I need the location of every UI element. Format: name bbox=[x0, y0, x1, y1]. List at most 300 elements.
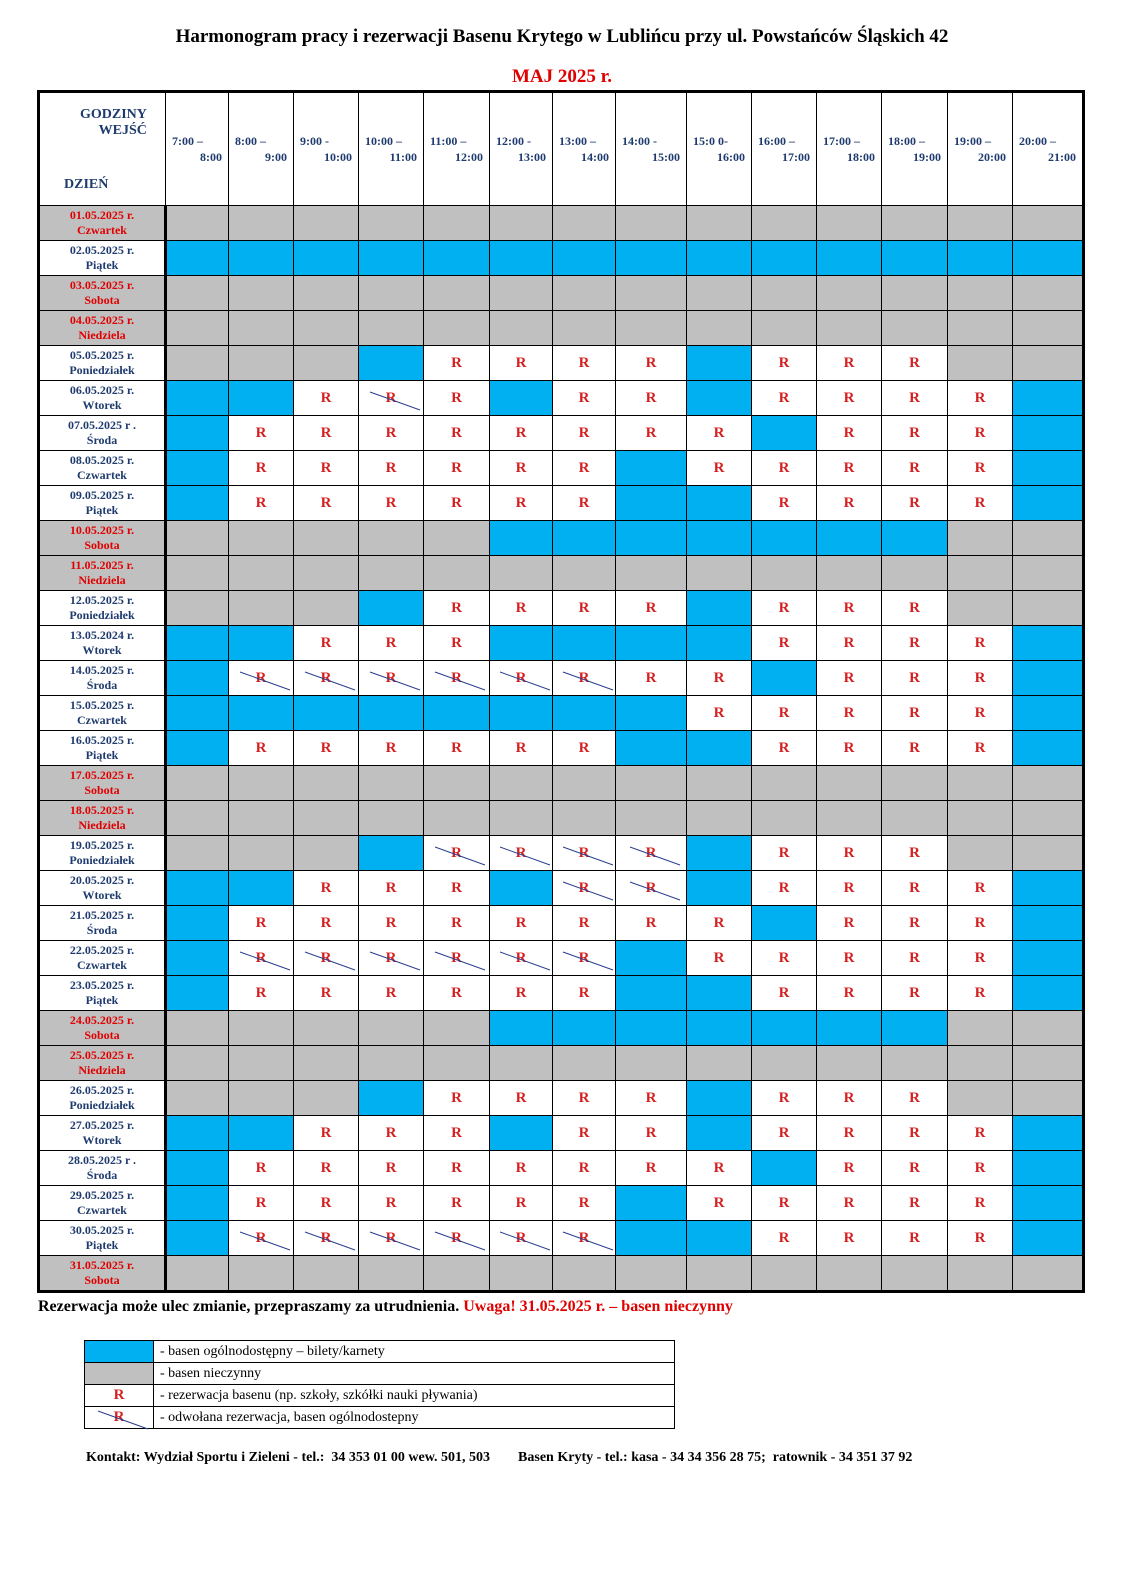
reservation-slot bbox=[553, 1116, 616, 1151]
day-cell bbox=[39, 1046, 166, 1081]
closed-slot bbox=[687, 206, 752, 241]
day-cell bbox=[39, 381, 166, 416]
closed-slot bbox=[1013, 276, 1084, 311]
strike-line bbox=[301, 948, 357, 972]
day-name: Niedziela bbox=[78, 573, 126, 587]
open-slot bbox=[166, 731, 229, 766]
hour-start: 14:00 - bbox=[622, 134, 657, 148]
day-cell bbox=[39, 276, 166, 311]
closed-slot bbox=[948, 1011, 1013, 1046]
reservation-slot bbox=[424, 1186, 490, 1221]
closed-slot bbox=[817, 276, 882, 311]
reservation-mark: R bbox=[645, 389, 657, 406]
legend-text: - basen nieczynny bbox=[154, 1363, 675, 1385]
day-row bbox=[39, 801, 1084, 836]
day-cell bbox=[39, 346, 166, 381]
open-slot bbox=[229, 871, 294, 906]
reservation-mark: R bbox=[113, 1387, 125, 1403]
day-name: Niedziela bbox=[78, 328, 126, 342]
reservation-mark: R bbox=[451, 1194, 462, 1211]
reservation-slot bbox=[948, 696, 1013, 731]
closed-slot bbox=[616, 801, 687, 836]
closed-slot bbox=[948, 591, 1013, 626]
open-slot bbox=[1013, 1221, 1084, 1256]
day-date: 06.05.2025 r. bbox=[69, 383, 135, 397]
reservation-mark: R bbox=[255, 739, 267, 756]
open-slot bbox=[490, 521, 553, 556]
closed-slot bbox=[882, 556, 948, 591]
reservation-slot bbox=[817, 906, 882, 941]
reservation-mark: R bbox=[843, 704, 855, 721]
open-slot bbox=[616, 486, 687, 521]
reservation-slot bbox=[752, 451, 817, 486]
reservation-mark: R bbox=[843, 844, 855, 861]
reservation-slot bbox=[294, 451, 359, 486]
open-slot bbox=[1013, 486, 1084, 521]
closed-slot bbox=[948, 836, 1013, 871]
closed-slot bbox=[294, 1256, 359, 1292]
closed-slot bbox=[1013, 801, 1084, 836]
open-slot bbox=[752, 906, 817, 941]
reservation-slot bbox=[882, 381, 948, 416]
closed-slot bbox=[294, 521, 359, 556]
closed-slot bbox=[359, 1011, 424, 1046]
reservation-mark: R bbox=[320, 984, 332, 1001]
open-slot bbox=[229, 696, 294, 731]
hour-end: 8:00 bbox=[200, 150, 222, 164]
closed-slot bbox=[490, 1256, 553, 1292]
cancelled-reservation-mark: R bbox=[321, 950, 332, 967]
reservation-mark: R bbox=[974, 739, 986, 756]
day-row bbox=[39, 1116, 1084, 1151]
reservation-slot bbox=[882, 416, 948, 451]
open-slot bbox=[687, 591, 752, 626]
reservation-mark: R bbox=[385, 914, 397, 931]
reservation-slot bbox=[229, 416, 294, 451]
open-slot bbox=[882, 521, 948, 556]
open-slot bbox=[166, 486, 229, 521]
reservation-mark: R bbox=[974, 634, 986, 651]
reservation-slot bbox=[752, 1081, 817, 1116]
cancelled-reservation-slot bbox=[359, 381, 424, 416]
hour-start: 10:00 – bbox=[365, 134, 402, 148]
closed-slot bbox=[490, 766, 553, 801]
day-cell bbox=[39, 1186, 166, 1221]
strike-line bbox=[431, 668, 487, 692]
reservation-mark: R bbox=[451, 459, 462, 476]
reservation-slot bbox=[752, 731, 817, 766]
hour-header bbox=[229, 92, 294, 206]
hour-end: 21:00 bbox=[1048, 150, 1076, 164]
open-slot bbox=[616, 1186, 687, 1221]
day-cell bbox=[39, 836, 166, 871]
reservation-mark: R bbox=[320, 494, 332, 511]
reservation-mark: R bbox=[578, 1124, 590, 1141]
month-title: MAJ 2025 r. bbox=[511, 66, 613, 87]
day-date: 14.05.2025 r. bbox=[69, 663, 135, 677]
reservation-slot bbox=[616, 346, 687, 381]
reservation-mark: R bbox=[778, 1089, 790, 1106]
reservation-mark: R bbox=[451, 984, 462, 1001]
day-cell bbox=[39, 486, 166, 521]
reservation-mark: R bbox=[909, 844, 920, 861]
closed-slot bbox=[229, 311, 294, 346]
day-name: Środa bbox=[86, 1168, 118, 1182]
reservation-mark: R bbox=[385, 459, 397, 476]
reservation-slot bbox=[948, 1151, 1013, 1186]
reservation-slot bbox=[424, 591, 490, 626]
legend-text: - rezerwacja basenu (np. szkoły, szkółki nauki pływania) bbox=[154, 1385, 675, 1407]
closed-slot bbox=[553, 801, 616, 836]
closed-slot bbox=[817, 801, 882, 836]
open-slot bbox=[616, 1011, 687, 1046]
contact-info: Kontakt: Wydział Sportu i Zieleni - tel.: 34 353 01 00 wew. 501, 503 Basen Kryty - tel.: kasa - 34 34 356 28 75; ratownik - 34 351 37 92 bbox=[86, 1450, 913, 1465]
open-slot bbox=[1013, 451, 1084, 486]
day-name: Poniedziałek bbox=[69, 1098, 135, 1112]
reservation-mark: R bbox=[713, 459, 725, 476]
day-date: 21.05.2025 r. bbox=[69, 908, 135, 922]
open-slot bbox=[166, 1116, 229, 1151]
reservation-mark: R bbox=[515, 494, 527, 511]
reservation-mark: R bbox=[385, 634, 397, 651]
day-name: Czwartek bbox=[77, 713, 127, 727]
reservation-mark: R bbox=[713, 1194, 725, 1211]
reservation-mark: R bbox=[843, 739, 855, 756]
reservation-slot bbox=[490, 976, 553, 1011]
legend-swatch bbox=[85, 1341, 154, 1363]
reservation-slot bbox=[553, 1081, 616, 1116]
reservation-mark: R bbox=[909, 354, 920, 371]
legend-swatch bbox=[85, 1363, 154, 1385]
reservation-slot bbox=[817, 731, 882, 766]
reservation-slot bbox=[553, 1151, 616, 1186]
day-row bbox=[39, 346, 1084, 381]
closed-slot bbox=[359, 1256, 424, 1292]
reservation-slot bbox=[229, 451, 294, 486]
reservation-mark: R bbox=[515, 984, 527, 1001]
reservation-slot bbox=[817, 1221, 882, 1256]
reservation-mark: R bbox=[974, 704, 986, 721]
cancelled-reservation-slot bbox=[553, 836, 616, 871]
cancelled-reservation-slot bbox=[294, 1221, 359, 1256]
reservation-slot bbox=[882, 1221, 948, 1256]
day-row bbox=[39, 276, 1084, 311]
day-name: Czwartek bbox=[77, 1203, 127, 1217]
open-slot bbox=[359, 591, 424, 626]
hour-header bbox=[359, 92, 424, 206]
open-slot bbox=[490, 1011, 553, 1046]
schedule-note bbox=[38, 1298, 733, 1316]
day-cell bbox=[39, 451, 166, 486]
day-row bbox=[39, 381, 1084, 416]
day-name: Czwartek bbox=[77, 468, 127, 482]
open-slot bbox=[229, 1116, 294, 1151]
hour-header bbox=[882, 92, 948, 206]
reservation-slot bbox=[817, 871, 882, 906]
closed-slot bbox=[687, 276, 752, 311]
cancelled-reservation-mark: R bbox=[256, 950, 267, 967]
closed-slot bbox=[294, 311, 359, 346]
day-cell bbox=[39, 1081, 166, 1116]
reservation-mark: R bbox=[909, 914, 920, 931]
reservation-mark: R bbox=[778, 949, 790, 966]
schedule-table bbox=[37, 90, 1085, 1293]
reservation-slot bbox=[359, 626, 424, 661]
open-slot bbox=[359, 836, 424, 871]
closed-slot bbox=[948, 1256, 1013, 1292]
cancelled-reservation-slot bbox=[294, 661, 359, 696]
cancelled-reservation-mark: R bbox=[386, 950, 397, 967]
reservation-slot bbox=[817, 1186, 882, 1221]
closed-slot bbox=[948, 346, 1013, 381]
reservation-slot bbox=[553, 486, 616, 521]
hour-header bbox=[948, 92, 1013, 206]
closed-slot bbox=[817, 206, 882, 241]
reservation-mark: R bbox=[974, 949, 986, 966]
hour-header bbox=[553, 92, 616, 206]
cancelled-reservation-slot bbox=[424, 661, 490, 696]
open-slot bbox=[166, 1186, 229, 1221]
closed-slot bbox=[553, 276, 616, 311]
reservation-mark: R bbox=[255, 984, 267, 1001]
day-name: Poniedziałek bbox=[69, 363, 135, 377]
reservation-slot bbox=[424, 976, 490, 1011]
closed-slot bbox=[1013, 1256, 1084, 1292]
day-name: Niedziela bbox=[78, 818, 126, 832]
reservation-slot bbox=[948, 906, 1013, 941]
legend-row bbox=[85, 1407, 675, 1429]
closed-slot bbox=[359, 766, 424, 801]
reservation-slot bbox=[424, 416, 490, 451]
closed-slot bbox=[490, 801, 553, 836]
strike-line bbox=[496, 1228, 552, 1252]
open-slot bbox=[752, 521, 817, 556]
open-slot bbox=[490, 871, 553, 906]
reservation-slot bbox=[752, 381, 817, 416]
open-slot bbox=[553, 626, 616, 661]
cancelled-reservation-mark: R bbox=[451, 845, 462, 862]
reservation-mark: R bbox=[909, 879, 920, 896]
strike-line bbox=[559, 1228, 615, 1252]
hour-start: 13:00 – bbox=[559, 134, 596, 148]
hour-end: 20:00 bbox=[978, 150, 1006, 164]
closed-slot bbox=[752, 276, 817, 311]
day-row bbox=[39, 206, 1084, 241]
reservation-slot bbox=[882, 836, 948, 871]
cancelled-reservation-slot bbox=[359, 661, 424, 696]
day-cell bbox=[39, 731, 166, 766]
day-row bbox=[39, 906, 1084, 941]
strike-line bbox=[236, 668, 292, 692]
reservation-slot bbox=[294, 381, 359, 416]
reservation-mark: R bbox=[515, 1089, 527, 1106]
day-cell bbox=[39, 871, 166, 906]
day-date: 16.05.2025 r. bbox=[69, 733, 135, 747]
godziny-label: GODZINY bbox=[80, 107, 147, 122]
open-slot bbox=[882, 1011, 948, 1046]
day-cell bbox=[39, 1256, 166, 1292]
day-date: 12.05.2025 r. bbox=[69, 593, 135, 607]
reservation-slot bbox=[294, 1151, 359, 1186]
reservation-slot bbox=[616, 661, 687, 696]
closed-slot bbox=[752, 1046, 817, 1081]
hour-end: 16:00 bbox=[717, 150, 745, 164]
day-date: 30.05.2025 r. bbox=[69, 1223, 135, 1237]
reservation-mark: R bbox=[909, 424, 920, 441]
day-name: Sobota bbox=[84, 1028, 120, 1042]
reservation-mark: R bbox=[451, 424, 462, 441]
closed-slot bbox=[359, 521, 424, 556]
reservation-mark: R bbox=[320, 1124, 332, 1141]
cancelled-reservation-mark: R bbox=[579, 1230, 590, 1247]
reservation-slot bbox=[882, 871, 948, 906]
reservation-slot bbox=[616, 906, 687, 941]
strike-line bbox=[236, 948, 292, 972]
day-name: Sobota bbox=[84, 1273, 120, 1287]
reservation-slot bbox=[948, 661, 1013, 696]
open-slot bbox=[687, 836, 752, 871]
day-name: Środa bbox=[86, 678, 118, 692]
closed-slot bbox=[229, 801, 294, 836]
closed-slot bbox=[490, 556, 553, 591]
legend-swatch bbox=[85, 1407, 154, 1429]
day-date: 10.05.2025 r. bbox=[69, 523, 135, 537]
reservation-mark: R bbox=[451, 634, 462, 651]
closed-slot bbox=[166, 836, 229, 871]
reservation-mark: R bbox=[974, 1124, 986, 1141]
day-date: 29.05.2025 r. bbox=[69, 1188, 135, 1202]
reservation-slot bbox=[817, 696, 882, 731]
open-slot bbox=[229, 241, 294, 276]
closed-slot bbox=[882, 311, 948, 346]
reservation-slot bbox=[687, 696, 752, 731]
day-row bbox=[39, 1186, 1084, 1221]
reservation-mark: R bbox=[909, 599, 920, 616]
reservation-slot bbox=[752, 346, 817, 381]
day-cell bbox=[39, 241, 166, 276]
day-row bbox=[39, 591, 1084, 626]
strike-line bbox=[431, 843, 487, 867]
day-row bbox=[39, 556, 1084, 591]
cancelled-reservation-mark: R bbox=[451, 670, 462, 687]
reservation-slot bbox=[882, 591, 948, 626]
reservation-slot bbox=[817, 661, 882, 696]
open-slot bbox=[490, 1116, 553, 1151]
reservation-mark: R bbox=[451, 914, 462, 931]
open-slot bbox=[1013, 871, 1084, 906]
reservation-mark: R bbox=[385, 494, 397, 511]
closed-slot bbox=[687, 801, 752, 836]
reservation-slot bbox=[687, 416, 752, 451]
reservation-slot bbox=[294, 626, 359, 661]
cancelled-reservation-mark: R bbox=[451, 1230, 462, 1247]
cancelled-reservation-mark: R bbox=[386, 670, 397, 687]
reservation-mark: R bbox=[974, 1229, 986, 1246]
cancelled-reservation-slot bbox=[424, 836, 490, 871]
closed-slot bbox=[817, 556, 882, 591]
hour-end: 15:00 bbox=[652, 150, 680, 164]
reservation-mark: R bbox=[843, 1159, 855, 1176]
open-slot bbox=[687, 1116, 752, 1151]
reservation-slot bbox=[882, 661, 948, 696]
closed-slot bbox=[229, 1081, 294, 1116]
day-row bbox=[39, 1081, 1084, 1116]
reservation-slot bbox=[882, 731, 948, 766]
reservation-mark: R bbox=[974, 1194, 986, 1211]
reservation-slot bbox=[424, 1081, 490, 1116]
reservation-mark: R bbox=[578, 354, 590, 371]
closed-slot bbox=[948, 801, 1013, 836]
reservation-mark: R bbox=[645, 424, 657, 441]
day-name: Sobota bbox=[84, 538, 120, 552]
day-name: Środa bbox=[86, 433, 118, 447]
open-slot bbox=[687, 1081, 752, 1116]
reservation-slot bbox=[882, 626, 948, 661]
reservation-mark: R bbox=[451, 879, 462, 896]
closed-slot bbox=[948, 276, 1013, 311]
reservation-mark: R bbox=[320, 879, 332, 896]
reservation-slot bbox=[553, 1186, 616, 1221]
hour-end: 14:00 bbox=[581, 150, 609, 164]
hour-header bbox=[490, 92, 553, 206]
closed-slot bbox=[1013, 1046, 1084, 1081]
day-row bbox=[39, 731, 1084, 766]
closed-slot bbox=[166, 1046, 229, 1081]
closed-slot bbox=[294, 556, 359, 591]
cancelled-reservation-slot bbox=[424, 1221, 490, 1256]
cancelled-reservation-slot bbox=[359, 941, 424, 976]
reservation-mark: R bbox=[713, 914, 725, 931]
open-slot bbox=[882, 241, 948, 276]
reservation-mark: R bbox=[713, 704, 725, 721]
open-slot bbox=[616, 626, 687, 661]
strike-line bbox=[301, 668, 357, 692]
reservation-mark: R bbox=[320, 914, 332, 931]
cancelled-reservation-mark: R bbox=[579, 845, 590, 862]
reservation-slot bbox=[752, 696, 817, 731]
day-cell bbox=[39, 206, 166, 241]
cancelled-reservation-slot bbox=[229, 1221, 294, 1256]
hour-start: 7:00 – bbox=[172, 134, 203, 148]
closed-slot bbox=[882, 206, 948, 241]
open-slot bbox=[553, 521, 616, 556]
reservation-mark: R bbox=[974, 669, 986, 686]
hour-end: 18:00 bbox=[847, 150, 875, 164]
reservation-mark: R bbox=[320, 459, 332, 476]
reservation-slot bbox=[948, 976, 1013, 1011]
reservation-slot bbox=[687, 906, 752, 941]
legend-row bbox=[85, 1385, 675, 1407]
closed-slot bbox=[294, 1011, 359, 1046]
cancelled-reservation-mark: R bbox=[579, 670, 590, 687]
cancelled-reservation-mark: R bbox=[516, 670, 527, 687]
reservation-mark: R bbox=[974, 984, 986, 1001]
cancelled-reservation-mark: R bbox=[579, 950, 590, 967]
closed-slot bbox=[1013, 1081, 1084, 1116]
reservation-mark: R bbox=[843, 1229, 855, 1246]
closed-slot bbox=[948, 521, 1013, 556]
closed-slot bbox=[424, 276, 490, 311]
reservation-mark: R bbox=[255, 1159, 267, 1176]
reservation-slot bbox=[359, 906, 424, 941]
reservation-mark: R bbox=[385, 739, 397, 756]
reservation-mark: R bbox=[578, 389, 590, 406]
open-slot bbox=[752, 661, 817, 696]
cancelled-reservation-slot bbox=[616, 836, 687, 871]
reservation-mark: R bbox=[451, 389, 462, 406]
closed-slot bbox=[752, 801, 817, 836]
reservation-mark: R bbox=[255, 914, 267, 931]
